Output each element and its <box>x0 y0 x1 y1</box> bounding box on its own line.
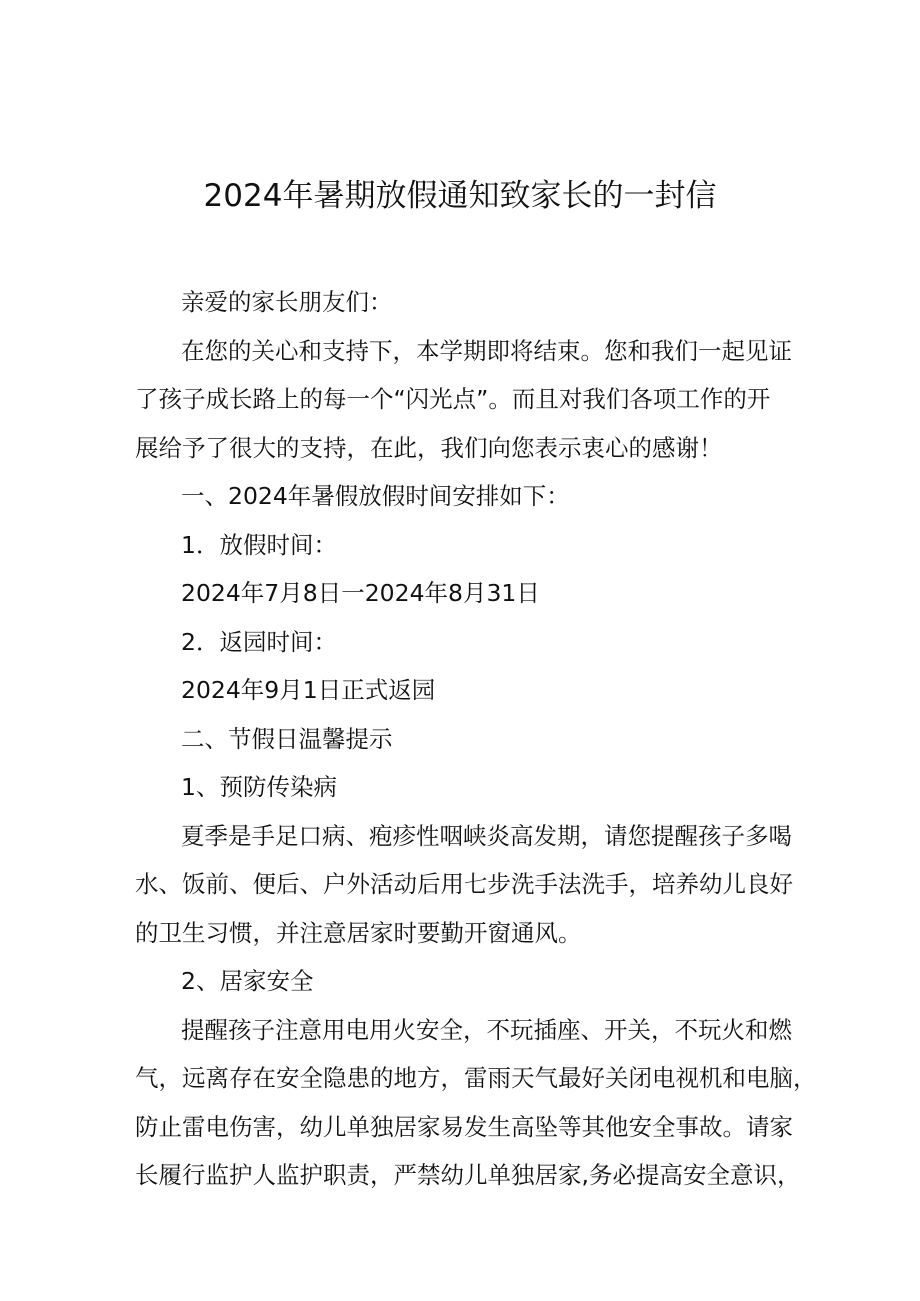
intro-line: 展给予了很大的支持，在此，我们向您表示衷心的感谢！ <box>135 433 723 462</box>
intro-line: 在您的关心和支持下，本学期即将结束。您和我们一起见证 <box>181 336 792 365</box>
tip-line: 的卫生习惯，并注意居家时要勤开窗通风。 <box>135 918 582 947</box>
section-heading-1: 一、2024年暑假放假时间安排如下： <box>181 482 570 510</box>
tip-line: 夏季是手足口病、疱疹性咽峡炎高发期，请您提醒孩子多喝 <box>181 821 792 850</box>
item-label-return: 2．返园时间： <box>181 627 337 656</box>
document-title: 2024年暑期放假通知致家长的一封信 <box>203 178 717 214</box>
tip-heading-disease: 1、预防传染病 <box>181 773 337 801</box>
tip-line: 水、饭前、便后、户外活动后用七步洗手法洗手，培养幼儿良好 <box>135 870 793 898</box>
tip-line: 长履行监护人监护职责，严禁幼儿单独居家,务必提高安全意识， <box>135 1161 801 1189</box>
item-label-vacation: 1．放假时间： <box>181 530 337 559</box>
tip-line: 提醒孩子注意用电用火安全，不玩插座、开关，不玩火和燃 <box>181 1015 792 1044</box>
item-value-return: 2024年9月1日正式返园 <box>181 676 436 704</box>
document-body <box>135 278 817 1200</box>
greeting: 亲爱的家长朋友们： <box>181 288 393 316</box>
tip-line: 气，远离存在安全隐患的地方，雷雨天气最好关闭电视机和电脑， <box>135 1064 817 1092</box>
tip-line: 防止雷电伤害，幼儿单独居家易发生高坠等其他安全事故。请家 <box>135 1112 793 1141</box>
section-heading-2: 二、节假日温馨提示 <box>181 724 393 753</box>
intro-line: 了孩子成长路上的每一个“闪光点”。而且对我们各项工作的开 <box>135 385 771 413</box>
item-value-vacation: 2024年7月8日一2024年8月31日 <box>181 579 540 607</box>
tip-heading-safety: 2、居家安全 <box>181 967 314 995</box>
